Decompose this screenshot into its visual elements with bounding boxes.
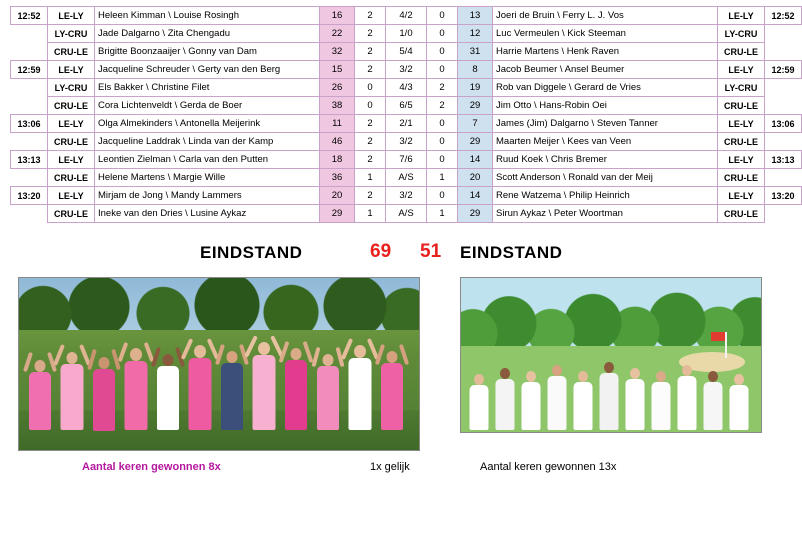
cell-points-left: 2 [355, 151, 386, 169]
person-head [130, 348, 142, 361]
person-body [496, 379, 515, 430]
cell-players-right: Jacob Beumer \ Ansel Beumer [493, 61, 718, 79]
cell-players-right: Ruud Koek \ Chris Bremer [493, 151, 718, 169]
person-body [574, 382, 593, 430]
cell-holes: 2/1 [386, 115, 427, 133]
cell-score-right: 31 [458, 43, 493, 61]
cell-points-left: 2 [355, 25, 386, 43]
cell-holes: 4/2 [386, 7, 427, 25]
cell-holes: 7/6 [386, 151, 427, 169]
cell-score-right: 8 [458, 61, 493, 79]
person-body [317, 366, 339, 430]
final-score-right: 51 [420, 241, 442, 262]
person-arm-left [151, 347, 161, 367]
person-head [708, 371, 718, 382]
person-head [194, 345, 206, 358]
person-arm-left [23, 352, 33, 372]
pink-team-crowd [19, 318, 419, 430]
person-head [67, 352, 78, 364]
person-arm-left [215, 344, 225, 365]
table-row [11, 61, 802, 79]
person-body [522, 382, 541, 430]
cell-players-left: Brigitte Boonzaaijer \ Gonny van Dam [95, 43, 320, 61]
table-row [11, 169, 802, 187]
person [545, 360, 569, 430]
cell-time-left: 13:06 [11, 115, 48, 133]
cell-code-right: CRU-LE [718, 43, 765, 61]
final-label-left: EINDSTAND [200, 243, 303, 262]
person-body [626, 379, 645, 430]
cell-time-left [11, 133, 48, 151]
cell-time-right [765, 79, 802, 97]
person [377, 344, 407, 430]
cell-time-right: 13:20 [765, 187, 802, 205]
table-row [11, 43, 802, 61]
table-row [11, 7, 802, 25]
person-body [730, 385, 749, 430]
cell-players-right: Harrie Martens \ Henk Raven [493, 43, 718, 61]
caption-pink-wins: Aantal keren gewonnen 8x [82, 461, 221, 473]
person-body [253, 355, 276, 430]
cell-code-right: LE-LY [718, 151, 765, 169]
cell-time-right [765, 97, 802, 115]
cell-score-right: 14 [458, 151, 493, 169]
person-body [600, 373, 619, 430]
cell-code-right: LE-LY [718, 187, 765, 205]
cell-code-left: CRU-LE [48, 43, 95, 61]
cell-code-right: LY-CRU [718, 25, 765, 43]
person-body [652, 382, 671, 430]
cell-points-right: 1 [427, 205, 458, 223]
cell-holes: 6/5 [386, 97, 427, 115]
person-head [604, 362, 614, 373]
person-head [227, 351, 238, 363]
person-body [61, 364, 84, 430]
cell-holes: 4/3 [386, 79, 427, 97]
cell-time-right: 13:06 [765, 115, 802, 133]
cell-time-left [11, 205, 48, 223]
cell-code-left: LE-LY [48, 7, 95, 25]
cell-code-right: CRU-LE [718, 169, 765, 187]
cell-time-right [765, 43, 802, 61]
cell-code-left: LE-LY [48, 115, 95, 133]
cell-points-left: 2 [355, 133, 386, 151]
person [623, 362, 647, 430]
cell-holes: 3/2 [386, 133, 427, 151]
person-body [470, 385, 489, 430]
person-body [157, 366, 179, 430]
white-team-crowd [461, 330, 761, 430]
person-head [354, 345, 366, 358]
table-row [11, 205, 802, 223]
person-head [656, 371, 666, 382]
person-body [29, 372, 51, 430]
person [467, 366, 491, 430]
person [493, 362, 517, 430]
cell-players-left: Heleen Kimman \ Louise Rosingh [95, 7, 320, 25]
person-head [552, 365, 562, 376]
person-head [35, 360, 46, 372]
cell-points-left: 0 [355, 97, 386, 115]
person [185, 340, 215, 430]
cell-players-left: Helene Martens \ Margie Wille [95, 169, 320, 187]
person-arm-right [399, 344, 409, 365]
cell-score-right: 13 [458, 7, 493, 25]
cell-score-left: 38 [320, 97, 355, 115]
cell-points-right: 0 [427, 115, 458, 133]
person-arm-left [87, 349, 97, 370]
person [25, 350, 55, 430]
cell-time-right: 12:52 [765, 7, 802, 25]
table-row [11, 151, 802, 169]
cell-points-left: 2 [355, 115, 386, 133]
person-head [526, 371, 536, 382]
person-body [678, 376, 697, 430]
cell-players-left: Olga Almekinders \ Antonella Meijerink [95, 115, 320, 133]
cell-players-right: Rene Watzema \ Philip Heinrich [493, 187, 718, 205]
cell-players-left: Leontien Zielman \ Carla van den Putten [95, 151, 320, 169]
person [727, 366, 751, 430]
cell-time-left [11, 169, 48, 187]
cell-score-right: 7 [458, 115, 493, 133]
table-body [11, 7, 802, 223]
cell-score-left: 46 [320, 133, 355, 151]
person [57, 344, 87, 430]
cell-holes: 5/4 [386, 43, 427, 61]
cell-code-left: LY-CRU [48, 25, 95, 43]
person-body [189, 358, 212, 430]
cell-time-left [11, 79, 48, 97]
cell-points-left: 1 [355, 169, 386, 187]
person-head [323, 354, 334, 366]
cell-holes: A/S [386, 169, 427, 187]
photos-row [10, 277, 758, 457]
cell-time-right [765, 205, 802, 223]
cell-score-right: 20 [458, 169, 493, 187]
cell-points-right: 0 [427, 25, 458, 43]
table-row [11, 133, 802, 151]
cell-points-left: 0 [355, 79, 386, 97]
cell-players-right: Luc Vermeulen \ Kick Steeman [493, 25, 718, 43]
person [217, 344, 247, 430]
cell-time-right [765, 25, 802, 43]
match-results-table [10, 6, 802, 223]
person-body [221, 363, 243, 430]
person [313, 346, 343, 430]
cell-points-right: 0 [427, 151, 458, 169]
cell-score-left: 26 [320, 79, 355, 97]
cell-players-right: Jim Otto \ Hans-Robin Oei [493, 97, 718, 115]
cell-code-right: LY-CRU [718, 79, 765, 97]
table-row [11, 115, 802, 133]
cell-holes: 3/2 [386, 187, 427, 205]
cell-players-left: Els Bakker \ Christine Filet [95, 79, 320, 97]
cell-score-right: 29 [458, 205, 493, 223]
cell-players-left: Cora Lichtenveldt \ Gerda de Boer [95, 97, 320, 115]
person [597, 358, 621, 430]
cell-players-right: Sirun Aykaz \ Peter Woortman [493, 205, 718, 223]
cell-code-right: CRU-LE [718, 97, 765, 115]
cell-points-left: 1 [355, 205, 386, 223]
cell-code-left: LE-LY [48, 61, 95, 79]
captions-row [10, 461, 758, 489]
cell-players-right: Scott Anderson \ Ronald van der Meij [493, 169, 718, 187]
cell-players-left: Jacqueline Laddrak \ Linda van der Kamp [95, 133, 320, 151]
cell-code-left: CRU-LE [48, 97, 95, 115]
person-body [285, 360, 307, 430]
cell-code-left: LE-LY [48, 151, 95, 169]
cell-time-right: 12:59 [765, 61, 802, 79]
cell-score-right: 29 [458, 97, 493, 115]
person-head [630, 368, 640, 379]
person-head [291, 348, 302, 360]
person [153, 346, 183, 430]
person-body [548, 376, 567, 430]
cell-score-left: 32 [320, 43, 355, 61]
table-row [11, 187, 802, 205]
cell-points-left: 2 [355, 61, 386, 79]
person-body [125, 361, 148, 430]
person [249, 338, 279, 430]
cell-score-right: 12 [458, 25, 493, 43]
cell-points-left: 2 [355, 43, 386, 61]
person-arm-left [311, 347, 320, 367]
cell-points-left: 2 [355, 7, 386, 25]
cell-time-left [11, 25, 48, 43]
cell-code-left: CRU-LE [48, 133, 95, 151]
person [701, 364, 725, 430]
cell-code-right: LE-LY [718, 61, 765, 79]
cell-players-left: Mirjam de Jong \ Mandy Lammers [95, 187, 320, 205]
cell-points-right: 0 [427, 43, 458, 61]
final-standings-row [10, 237, 758, 271]
caption-white-wins: Aantal keren gewonnen 13x [480, 461, 617, 473]
table-row [11, 97, 802, 115]
person-body [381, 363, 403, 430]
person-head [258, 342, 270, 355]
cell-players-left: Jade Dalgarno \ Zita Chengadu [95, 25, 320, 43]
cell-players-left: Jacqueline Schreuder \ Gerty van den Berg [95, 61, 320, 79]
cell-time-left [11, 97, 48, 115]
cell-score-right: 29 [458, 133, 493, 151]
cell-points-right: 2 [427, 97, 458, 115]
cell-points-right: 0 [427, 187, 458, 205]
cell-players-right: Joeri de Bruin \ Ferry L. J. Vos [493, 7, 718, 25]
person [649, 364, 673, 430]
cell-code-right: CRU-LE [718, 205, 765, 223]
final-score-left: 69 [370, 241, 392, 262]
cell-score-left: 16 [320, 7, 355, 25]
cell-players-right: Rob van Diggele \ Gerard de Vries [493, 79, 718, 97]
person-head [99, 357, 110, 369]
cell-time-left: 12:52 [11, 7, 48, 25]
cell-points-right: 0 [427, 61, 458, 79]
cell-time-left: 13:20 [11, 187, 48, 205]
cell-time-right [765, 169, 802, 187]
white-photo-scene [461, 278, 761, 432]
table-row [11, 25, 802, 43]
person-head [682, 365, 692, 376]
white-team-photo [460, 277, 762, 433]
caption-ties: 1x gelijk [370, 461, 410, 473]
cell-holes: A/S [386, 205, 427, 223]
person-head [163, 354, 174, 366]
cell-time-left: 12:59 [11, 61, 48, 79]
person-arm-left [375, 344, 385, 365]
person-arm-left [118, 342, 129, 362]
person [121, 342, 151, 430]
cell-code-left: LY-CRU [48, 79, 95, 97]
person [89, 348, 119, 430]
cell-code-right: LE-LY [718, 7, 765, 25]
cell-score-left: 36 [320, 169, 355, 187]
cell-score-right: 19 [458, 79, 493, 97]
person-head [734, 374, 744, 385]
cell-holes: 1/0 [386, 25, 427, 43]
cell-points-right: 0 [427, 7, 458, 25]
cell-score-left: 15 [320, 61, 355, 79]
person-body [349, 358, 372, 430]
cell-players-left: Ineke van den Dries \ Lusine Aykaz [95, 205, 320, 223]
cell-score-left: 11 [320, 115, 355, 133]
cell-holes: 3/2 [386, 61, 427, 79]
cell-code-right: LE-LY [718, 115, 765, 133]
person-head [474, 374, 484, 385]
person-head [578, 371, 588, 382]
person-body [704, 382, 723, 430]
cell-time-left: 13:13 [11, 151, 48, 169]
final-label-right: EINDSTAND [460, 243, 563, 262]
person [571, 364, 595, 430]
cell-points-right: 0 [427, 133, 458, 151]
cell-code-left: CRU-LE [48, 169, 95, 187]
cell-code-left: LE-LY [48, 187, 95, 205]
cell-score-right: 14 [458, 187, 493, 205]
person [345, 340, 375, 430]
pink-photo-scene [19, 278, 419, 450]
cell-code-right: CRU-LE [718, 133, 765, 151]
cell-score-left: 20 [320, 187, 355, 205]
cell-time-left [11, 43, 48, 61]
person [281, 342, 311, 430]
cell-time-right: 13:13 [765, 151, 802, 169]
person-body [93, 369, 115, 431]
person [519, 364, 543, 430]
cell-points-right: 2 [427, 79, 458, 97]
cell-score-left: 22 [320, 25, 355, 43]
cell-code-left: CRU-LE [48, 205, 95, 223]
cell-players-right: Maarten Meijer \ Kees van Veen [493, 133, 718, 151]
person-head [500, 368, 510, 379]
cell-score-left: 18 [320, 151, 355, 169]
cell-points-right: 1 [427, 169, 458, 187]
person [675, 360, 699, 430]
person-head [387, 351, 398, 363]
cell-time-right [765, 133, 802, 151]
table-row [11, 79, 802, 97]
cell-players-right: James (Jim) Dalgarno \ Steven Tanner [493, 115, 718, 133]
cell-points-left: 2 [355, 187, 386, 205]
cell-score-left: 29 [320, 205, 355, 223]
pink-team-photo [18, 277, 420, 451]
